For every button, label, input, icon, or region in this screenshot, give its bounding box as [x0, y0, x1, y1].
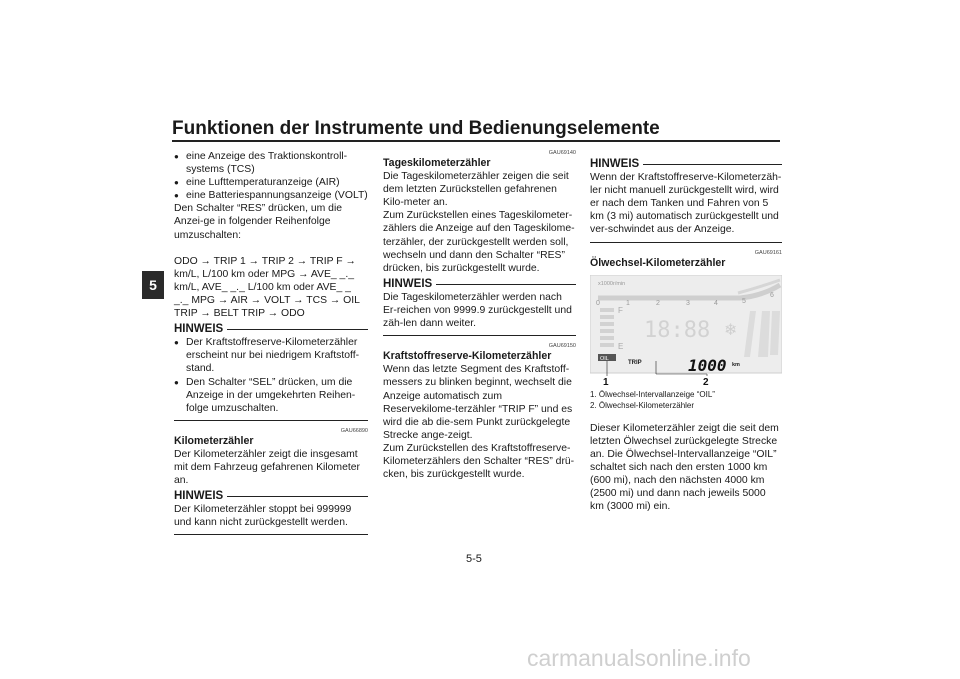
- snowflake-icon: ❄: [724, 319, 738, 339]
- note-label: HINWEIS: [383, 277, 433, 290]
- note-label: HINWEIS: [174, 323, 224, 336]
- watermark: carmanualsonline.info: [527, 645, 751, 671]
- list-item: ● Den Schalter “SEL” drücken, um die Anzeige in der umgekehrten Reihen-folge umzuschalten.: [174, 376, 368, 415]
- callout-number: 2: [703, 376, 709, 385]
- note-end-rule: [590, 242, 782, 243]
- tacho-scale-label: 5: [742, 297, 746, 305]
- rpm-label: x1000r/min: [598, 280, 626, 287]
- column-1: [174, 150, 368, 542]
- tacho-scale-label: 3: [686, 299, 690, 307]
- paragraph: Den Schalter “RES” drücken, um die Anzei-ge in folgender Reihenfolge umzuschalten:: [174, 203, 343, 241]
- section-code: GAU69161: [754, 249, 782, 256]
- list-item: ● eine Batteriespannungsanzeige (VOLT): [174, 189, 368, 202]
- note-heading: [383, 278, 576, 291]
- page-title: Funktionen der Instrumente und Bedienungselemente: [172, 118, 660, 139]
- paragraph: Zum Zurückstellen des Kraftstoffreserve-Kilometerzählers den Schalter “RES” drü-cken, bis zurückgestellt wurde.: [383, 442, 575, 481]
- note-label: HINWEIS: [590, 158, 640, 170]
- note-end-rule: [383, 335, 576, 336]
- note-text: Wenn der Kraftstoffreserve-Kilometerzäh-ler nicht manuell zurückgestellt wird, wird er nach dem Tanken und Fahren von 5 km (3 mi) automatisch zurückgestellt und ver-schwindet aus der Anzeige.: [590, 172, 782, 236]
- section-title: Kilometerzähler: [174, 434, 254, 447]
- paragraph: Der Kilometerzähler zeigt die insgesamt mit dem Fahrzeug gefahrenen Kilometer an.: [174, 448, 360, 487]
- note-list: [174, 336, 368, 415]
- instrument-display-figure: [590, 275, 782, 385]
- chapter-tab: 5: [142, 271, 164, 299]
- list-item: ● eine Lufttemperaturanzeige (AIR): [174, 176, 368, 189]
- clock-display: 18:88: [644, 317, 711, 343]
- note-end-rule: [174, 534, 368, 535]
- section-code: GAU66890: [340, 427, 368, 434]
- list-item: ● Der Kraftstoffreserve-Kilometerzähler erscheint nur bei niedrigem Kraftstoff-stand.: [174, 336, 368, 375]
- fuel-empty-label: E: [618, 341, 624, 351]
- oil-indicator: OIL: [600, 355, 609, 362]
- feature-list: [174, 150, 368, 202]
- instrument-display-illustration: [590, 275, 782, 385]
- page-number: 5-5: [466, 553, 482, 565]
- legend-item: 2. Ölwechsel-Kilometerzähler: [590, 400, 695, 410]
- title-rule: [172, 140, 780, 142]
- note-heading: [174, 490, 368, 503]
- section-title: Kraftstoffreserve-Kilometerzähler: [383, 350, 552, 363]
- note-text: Die Tageskilometerzähler werden nach Er-reichen von 9999.9 zurückgestellt und zäh-len dann weiter.: [383, 291, 572, 330]
- section-title: Ölwechsel-Kilometerzähler: [590, 256, 726, 269]
- paragraph: Wenn das letzte Segment des Kraftstoff-messers zu blinken beginnt, wechselt die Anzeige automatisch zum Reservekilome-terzähler “TRIP F” und es wird die ab die-sem Punkt zurückgelegte Strecke ange-zeigt.: [383, 364, 573, 441]
- column-2: [383, 150, 576, 481]
- tacho-scale-label: 6: [770, 291, 774, 299]
- km-unit: km: [732, 361, 740, 368]
- note-label: HINWEIS: [174, 490, 224, 503]
- column-3: [590, 150, 782, 513]
- callout-number: 1: [603, 376, 609, 385]
- section-title: Tageskilometerzähler: [383, 157, 491, 169]
- oil-trip-value: 1000: [688, 355, 727, 375]
- fuel-full-label: F: [618, 305, 623, 315]
- tacho-scale-label: 0: [596, 299, 600, 307]
- section-code: GAU69140: [548, 150, 576, 156]
- figure-legend: [590, 389, 782, 411]
- paragraph: Dieser Kilometerzähler zeigt die seit dem letzten Ölwechsel zurückgelegte Strecke an. Die Ölwechsel-Intervallanzeige “OIL” schaltet sich nach den ersten 1000 km (600 mi), nach den nächsten 4000 km (2500 mi) und dann nach jeweils 5000 km (3000 mi) ein.: [590, 422, 779, 513]
- display-sequence: ODO → TRIP 1 → TRIP 2 → TRIP F → km/L, L/100 km oder MPG → AVE_ _._ km/L, AVE_ _._ L/100 km oder AVE_ _ _._ MPG → AIR → VOLT → TCS → OIL TRIP → BELT TRIP → ODO: [174, 255, 360, 320]
- note-end-rule: [174, 420, 368, 421]
- trip-label: TRIP: [628, 359, 642, 366]
- list-item: ● eine Anzeige des Traktionskontroll-systems (TCS): [174, 150, 368, 176]
- tacho-scale-label: 2: [656, 299, 660, 307]
- paragraph: Die Tageskilometerzähler zeigen die seit dem letzten Zurückstellen gefahrenen Kilo-meter an.: [383, 171, 569, 209]
- note-heading: [174, 323, 368, 336]
- paragraph: Zum Zurückstellen eines Tageskilometer-zählers die Anzeige auf den Tageskilome-terzähler, der zurückgestellt werden soll, wechseln und dann den Schalter “RES” drücken, bis zurückgestellt wurde.: [383, 210, 575, 274]
- note-text: Der Kilometerzähler stoppt bei 999999 und kann nicht zurückgestellt werden.: [174, 504, 352, 529]
- tacho-scale-label: 4: [714, 299, 718, 307]
- tacho-scale-label: 1: [626, 299, 630, 307]
- section-code: GAU69150: [548, 343, 576, 350]
- legend-item: 1. Ölwechsel-Intervallanzeige “OIL”: [590, 389, 715, 399]
- note-heading: [590, 158, 782, 171]
